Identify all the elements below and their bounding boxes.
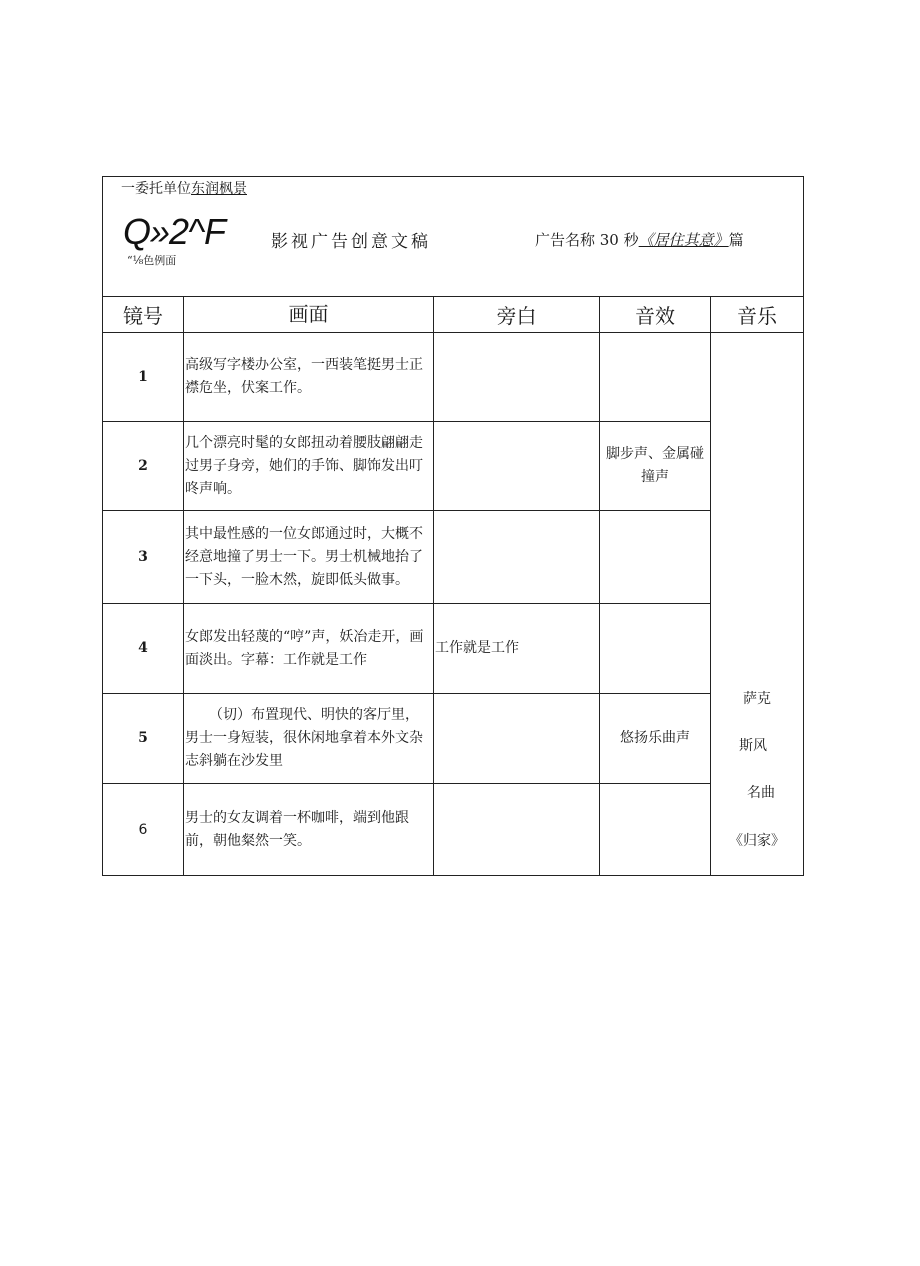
voiceover-cell	[434, 422, 600, 511]
picture-cell	[184, 422, 434, 511]
picture-text: 男士的女友调着一杯咖啡，端到他跟前，朝他粲然一笑。	[185, 810, 409, 849]
picture-cell	[184, 784, 434, 876]
column-header-shot: 镜号	[103, 296, 184, 333]
sound-cell	[600, 784, 711, 876]
column-header-music: 音乐	[711, 296, 803, 333]
picture-cell	[184, 604, 434, 694]
music-line: 斯风	[739, 738, 767, 754]
shot-number: 1	[103, 333, 184, 422]
client-label: 一委托单位	[121, 181, 191, 197]
voiceover-cell	[434, 784, 600, 876]
picture-text: 高级写字楼办公室，一西装笔挺男士正襟危坐，伏案工作。	[185, 357, 423, 396]
sound-cell	[600, 604, 711, 694]
sound-cell	[600, 511, 711, 604]
shot-number: 5	[103, 694, 184, 784]
picture-cell	[184, 694, 434, 784]
picture-text: 几个漂亮时髦的女郎扭动着腰肢翩翩走过男子身旁，她们的手饰、脚饰发出叮咚声响。	[185, 434, 423, 497]
sound-cell: 悠扬乐曲声	[600, 694, 711, 784]
music-line: 《归家》	[729, 833, 785, 849]
column-header-voiceover: 旁白	[434, 296, 600, 333]
column-header-picture: 画面	[184, 296, 434, 333]
ad-name-label: 广告名称 30 秒	[535, 231, 639, 249]
voiceover-cell	[434, 511, 600, 604]
document-title: 影视广告创意文稿	[271, 232, 431, 252]
logo-subtitle: “⅛色例面	[127, 254, 177, 267]
music-line: 名曲	[747, 785, 775, 801]
ad-name	[535, 229, 744, 250]
music-line: 萨克	[743, 691, 771, 707]
picture-text: （切）布置现代、明快的客厅里，男士一身短装，很休闲地拿着本外文杂志斜躺在沙发里	[185, 707, 423, 769]
picture-cell	[184, 511, 434, 604]
client-line	[121, 178, 247, 198]
picture-text: 女郎发出轻蔑的“哼”声，妖冶走开，画面淡出。字幕：工作就是工作	[185, 628, 424, 668]
music-cell	[711, 333, 803, 876]
shot-number: 6	[103, 784, 184, 876]
voiceover-cell	[434, 333, 600, 422]
voiceover-cell	[434, 694, 600, 784]
client-value: 东润枫景	[191, 181, 247, 197]
column-header-sound: 音效	[600, 296, 711, 333]
sound-cell: 脚步声、金属碰撞声	[600, 422, 711, 511]
shot-number: 3	[103, 511, 184, 604]
shot-number: 2	[103, 422, 184, 511]
document-header	[103, 177, 803, 297]
sound-cell	[600, 333, 711, 422]
company-logo: Q»2^F	[123, 211, 225, 252]
storyboard-document	[102, 176, 804, 876]
ad-name-value: 《居住其意》	[638, 231, 729, 249]
picture-cell	[184, 333, 434, 422]
picture-text: 其中最性感的一位女郎通过时，大概不经意地撞了男士一下。男士机械地抬了一下头，一脸木然，旋即低头做事。	[185, 525, 423, 588]
voiceover-cell: 工作就是工作	[434, 604, 600, 694]
ad-name-suffix: 篇	[728, 231, 744, 249]
shot-number: 4	[103, 604, 184, 694]
